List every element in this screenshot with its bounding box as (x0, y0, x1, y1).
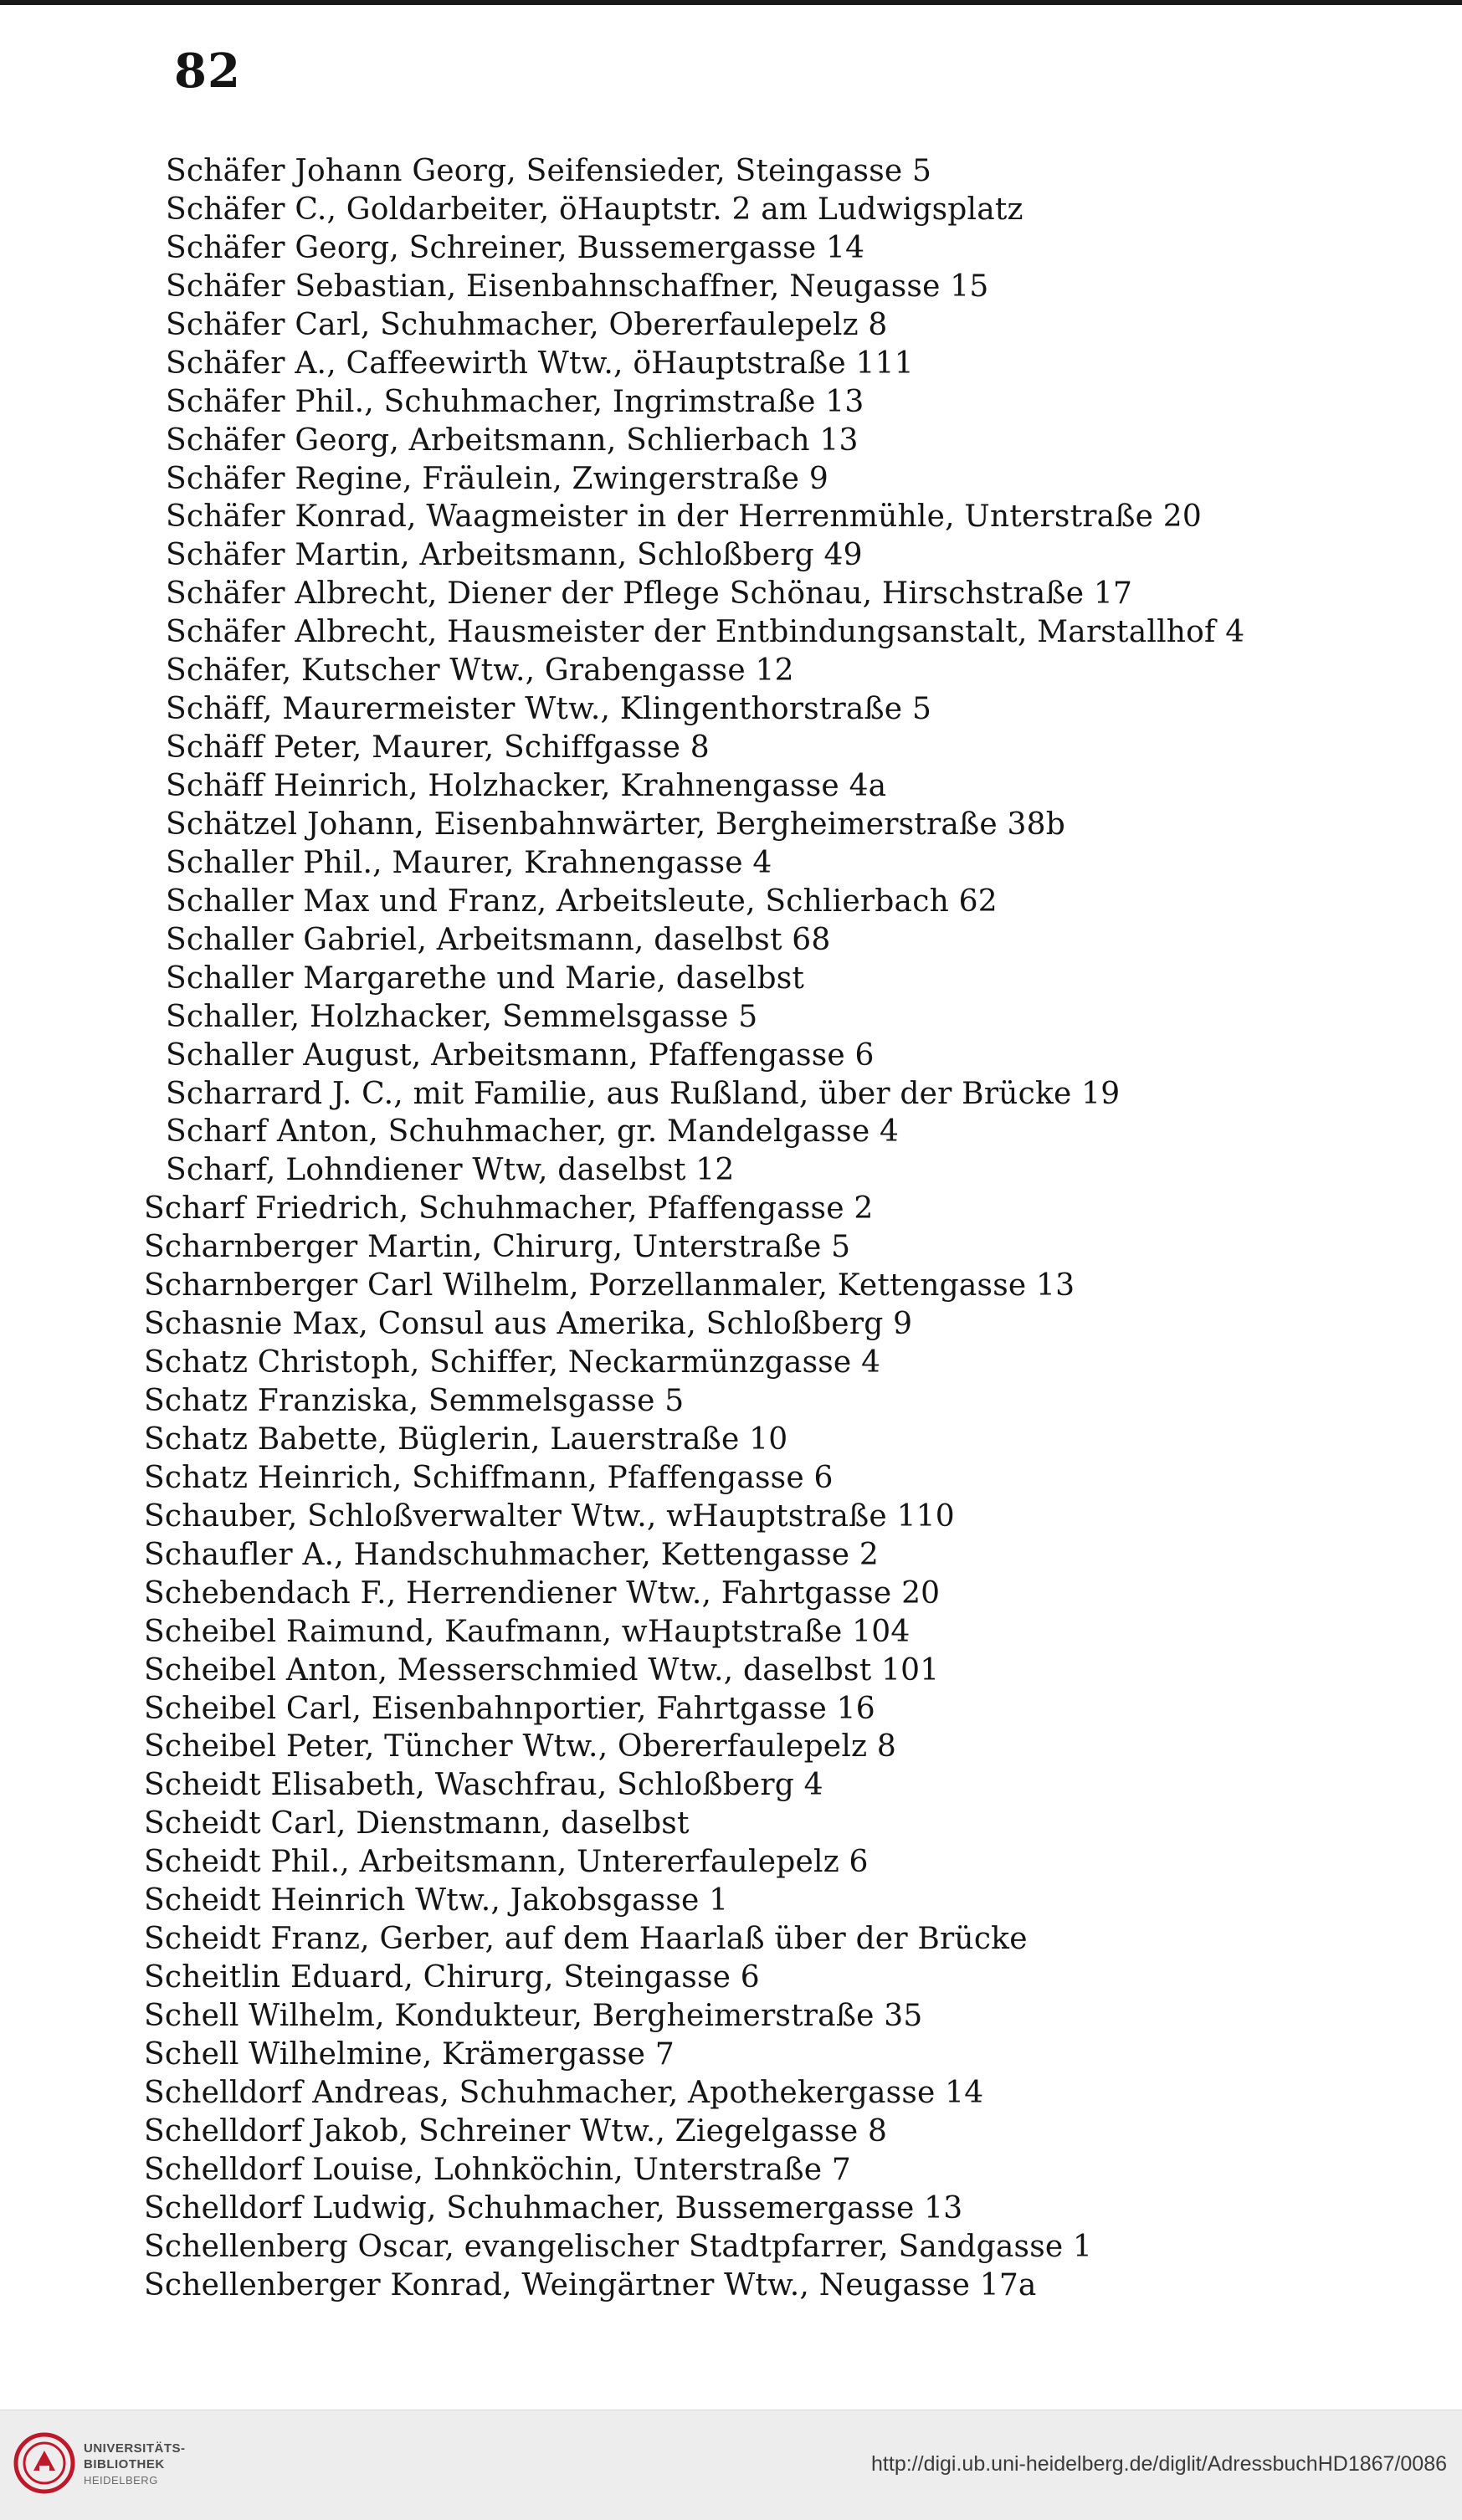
directory-entry: Scharrard J. C., mit Familie, aus Rußland, über der Brücke 19 (166, 1076, 1121, 1111)
directory-entry: Schaller August, Arbeitsmann, Pfaffengasse 6 (166, 1037, 875, 1073)
directory-entry-list (144, 152, 1416, 2305)
directory-entry: Schäfer Konrad, Waagmeister in der Herrenmühle, Unterstraße 20 (166, 499, 1202, 535)
directory-entry: Schell Wilhelmine, Krämergasse 7 (144, 2036, 675, 2072)
directory-entry: Schäff Peter, Maurer, Schiffgasse 8 (166, 730, 710, 766)
library-name-line-1: UNIVERSITÄTS- (84, 2441, 186, 2456)
directory-entry: Schellenberg Oscar, evangelischer Stadtpfarrer, Sandgasse 1 (144, 2229, 1093, 2264)
directory-entry: Schelldorf Ludwig, Schuhmacher, Bussemergasse 13 (144, 2190, 963, 2225)
directory-entry: Schäff Heinrich, Holzhacker, Krahnengasse 4a (166, 769, 887, 803)
directory-entry: Schäfer Johann Georg, Seifensieder, Steingasse 5 (166, 154, 932, 188)
directory-entry: Schäfer Georg, Arbeitsmann, Schlierbach 13 (166, 423, 859, 458)
directory-entry: Schäfer Martin, Arbeitsmann, Schloßberg 49 (166, 538, 863, 573)
directory-entry: Schäfer Carl, Schuhmacher, Obererfaulepelz 8 (166, 307, 888, 342)
source-url-link[interactable]: http://digi.ub.uni-heidelberg.de/diglit/AdressbuchHD1867/0086 (871, 2452, 1447, 2476)
directory-entry: Scheidt Phil., Arbeitsmann, Untererfaulepelz 6 (144, 1845, 869, 1880)
directory-entry: Schatz Heinrich, Schiffmann, Pfaffengasse 6 (144, 1460, 834, 1495)
directory-entry: Schäfer Albrecht, Hausmeister der Entbindungsanstalt, Marstallhof 4 (166, 615, 1245, 650)
directory-entry: Scharf Friedrich, Schuhmacher, Pfaffengasse 2 (144, 1191, 874, 1227)
directory-entry: Scharf Anton, Schuhmacher, gr. Mandelgasse 4 (166, 1114, 900, 1150)
directory-entry: Schäfer Regine, Fräulein, Zwingerstraße 9 (166, 461, 828, 496)
directory-entry: Schaller Phil., Maurer, Krahnengasse 4 (166, 845, 772, 880)
directory-entry: Schäfer C., Goldarbeiter, öHauptstr. 2 am Ludwigsplatz (166, 192, 1023, 227)
directory-entry: Schäff, Maurermeister Wtw., Klingenthorstraße 5 (166, 692, 932, 727)
directory-entry: Schauber, Schloßverwalter Wtw., wHauptstraße 110 (144, 1498, 955, 1534)
directory-entry: Schäfer Sebastian, Eisenbahnschaffner, Neugasse 15 (166, 269, 989, 304)
directory-entry: Scharf, Lohndiener Wtw, daselbst 12 (166, 1153, 735, 1188)
university-seal-icon (13, 2432, 75, 2494)
directory-entry: Schäfer A., Caffeewirth Wtw., öHauptstraße 111 (166, 346, 914, 381)
directory-entry: Schätzel Johann, Eisenbahnwärter, Bergheimerstraße 38b (166, 807, 1065, 842)
directory-entry: Schatz Christoph, Schiffer, Neckarmünzgasse 4 (144, 1345, 881, 1380)
directory-entry: Schasnie Max, Consul aus Amerika, Schloßberg 9 (144, 1307, 913, 1342)
directory-entry: Scharnberger Carl Wilhelm, Porzellanmaler, Kettengasse 13 (144, 1268, 1075, 1304)
directory-entry: Scheibel Carl, Eisenbahnportier, Fahrtgasse 16 (144, 1691, 875, 1726)
directory-entry: Scheidt Carl, Dienstmann, daselbst (144, 1806, 690, 1841)
directory-entry: Scheitlin Eduard, Chirurg, Steingasse 6 (144, 1960, 760, 1995)
directory-entry: Schelldorf Jakob, Schreiner Wtw., Ziegelgasse 8 (144, 2113, 888, 2149)
directory-entry: Schatz Franziska, Semmelsgasse 5 (144, 1384, 685, 1418)
library-name-line-2: BIBLIOTHEK (84, 2457, 165, 2471)
directory-entry: Scheidt Elisabeth, Waschfrau, Schloßberg 4 (144, 1768, 823, 1803)
directory-entry: Schäfer Albrecht, Diener der Pflege Schönau, Hirschstraße 17 (166, 576, 1133, 612)
directory-entry: Schell Wilhelm, Kondukteur, Bergheimerstraße 35 (144, 1999, 923, 2033)
directory-entry: Scheibel Peter, Tüncher Wtw., Obererfaulepelz 8 (144, 1729, 896, 1765)
page-number: 82 (174, 44, 241, 99)
directory-entry: Schellenberger Konrad, Weingärtner Wtw., Neugasse 17a (144, 2267, 1037, 2302)
directory-entry: Schebendach F., Herrendiener Wtw., Fahrtgasse 20 (144, 1575, 941, 1611)
directory-entry: Scheidt Heinrich Wtw., Jakobsgasse 1 (144, 1883, 729, 1918)
footer-bar (0, 2410, 1462, 2520)
directory-entry: Scheidt Franz, Gerber, auf dem Haarlaß über der Brücke (144, 1922, 1028, 1957)
directory-entry: Schelldorf Andreas, Schuhmacher, Apothekergasse 14 (144, 2075, 984, 2110)
directory-entry: Schaller, Holzhacker, Semmelsgasse 5 (166, 999, 758, 1034)
directory-entry: Schelldorf Louise, Lohnköchin, Unterstraße 7 (144, 2152, 851, 2187)
directory-entry: Schaufler A., Handschuhmacher, Kettengasse 2 (144, 1537, 880, 1572)
directory-entry: Scheibel Anton, Messerschmied Wtw., daselbst 101 (144, 1652, 940, 1688)
directory-entry: Schaller Margarethe und Marie, daselbst (166, 960, 805, 996)
directory-entry: Schäfer Phil., Schuhmacher, Ingrimstraße 13 (166, 384, 864, 419)
directory-entry: Scharnberger Martin, Chirurg, Unterstraße 5 (144, 1230, 851, 1265)
directory-entry: Schaller Max und Franz, Arbeitsleute, Schlierbach 62 (166, 884, 998, 919)
directory-entry: Schäfer Georg, Schreiner, Bussemergasse 14 (166, 230, 865, 265)
library-name-line-3: HEIDELBERG (84, 2474, 158, 2487)
directory-entry: Schäfer, Kutscher Wtw., Grabengasse 12 (166, 653, 794, 689)
top-border-rule (0, 0, 1462, 5)
directory-entry: Scheibel Raimund, Kaufmann, wHauptstraße 104 (144, 1614, 911, 1649)
directory-entry: Schatz Babette, Büglerin, Lauerstraße 10 (144, 1421, 788, 1457)
directory-entry: Schaller Gabriel, Arbeitsmann, daselbst 68 (166, 922, 831, 957)
library-name (84, 2441, 186, 2488)
